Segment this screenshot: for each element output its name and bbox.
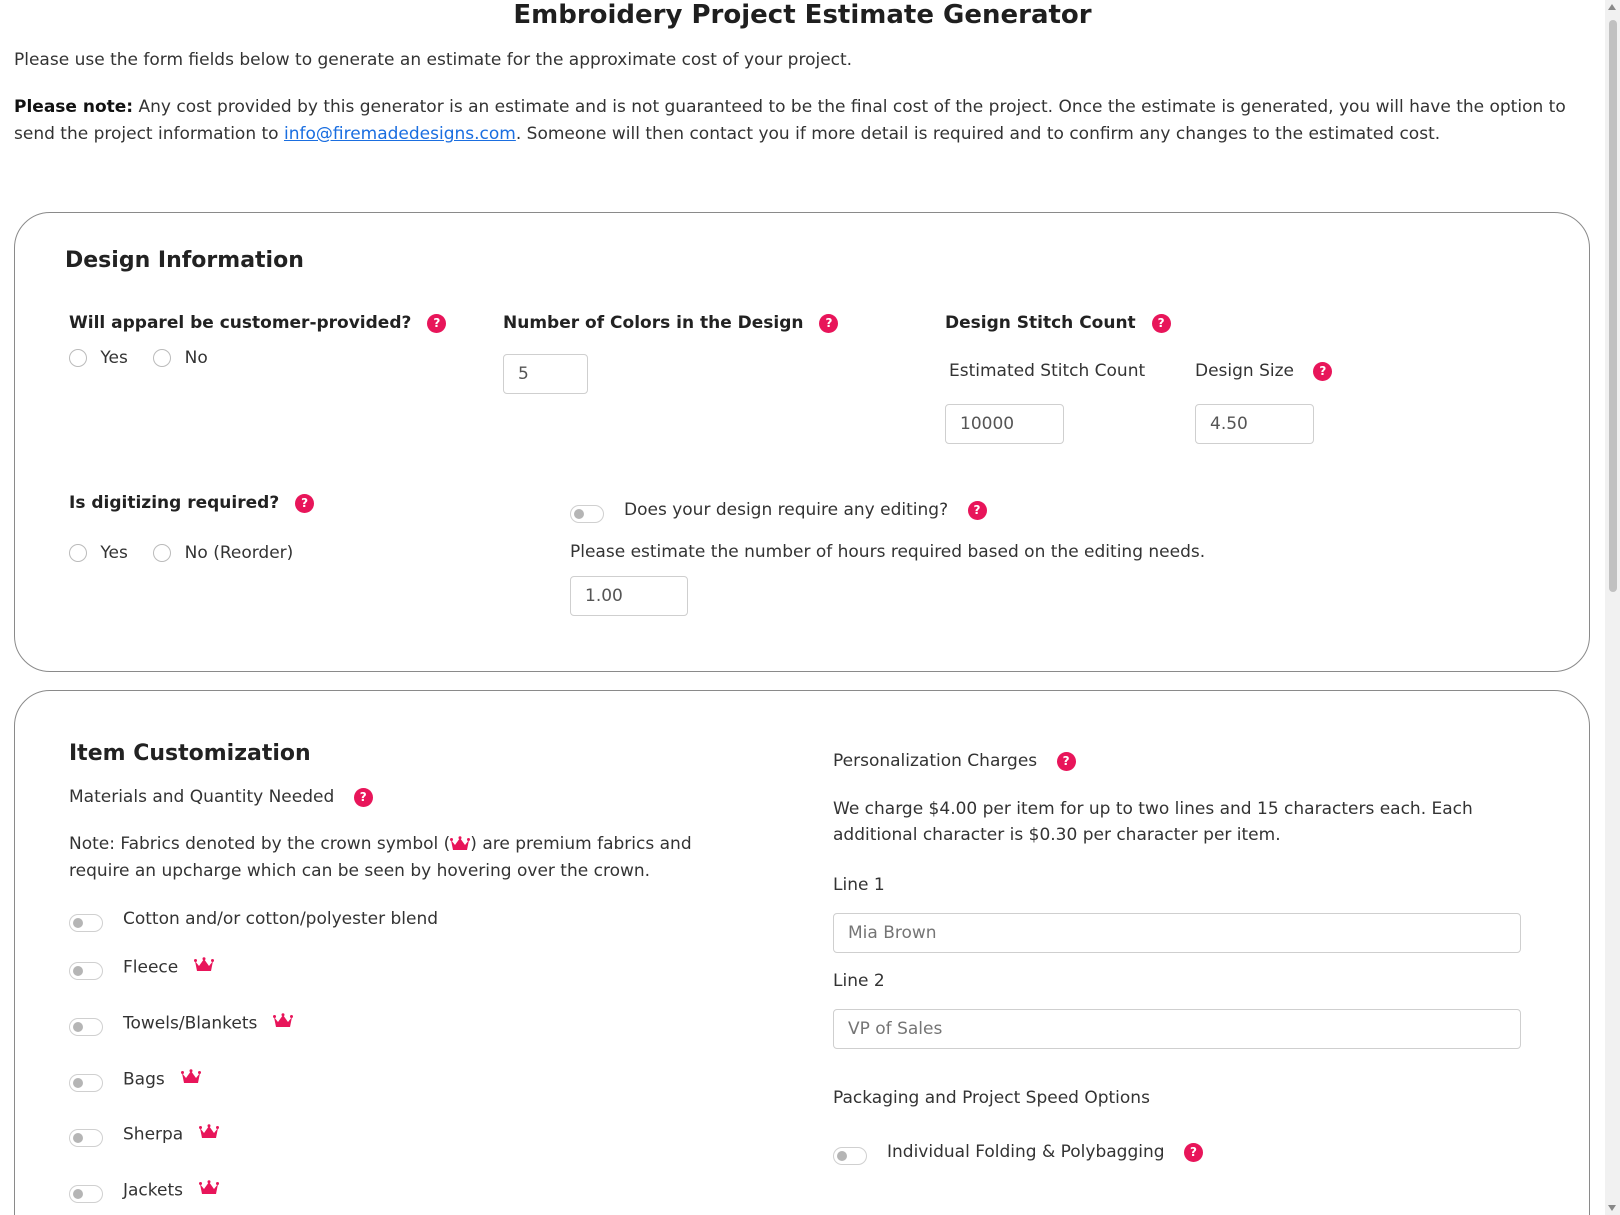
question-circle-icon[interactable]: ? <box>1184 1143 1203 1162</box>
fabric-item <box>123 1124 219 1145</box>
fabric-item <box>123 909 438 929</box>
crown-icon <box>450 836 470 852</box>
crown-icon[interactable] <box>273 1013 293 1034</box>
hours-input[interactable]: 1.00 <box>570 576 688 616</box>
fabric-item <box>123 1180 219 1201</box>
premium-note-line2: require an upcharge which can be seen by hovering over the crown. <box>69 861 651 881</box>
fabric-label: Bags <box>123 1069 165 1090</box>
question-circle-icon[interactable]: ? <box>1152 314 1171 333</box>
fabric-toggle[interactable] <box>69 1185 103 1203</box>
scrollbar-thumb[interactable] <box>1609 20 1617 592</box>
digitizing-label <box>69 493 314 513</box>
apparel-no-label: No <box>184 348 208 368</box>
fabric-toggle[interactable] <box>69 1018 103 1036</box>
item-customization-heading: Item Customization <box>69 741 311 766</box>
fabric-toggle[interactable] <box>69 914 103 932</box>
estimated-stitch-label: Estimated Stitch Count <box>949 361 1146 381</box>
digitizing-no-label: No (Reorder) <box>184 543 294 563</box>
page-title: Embroidery Project Estimate Generator <box>513 0 1092 30</box>
scroll-down-icon[interactable] <box>1608 1205 1616 1211</box>
apparel-no-radio[interactable] <box>153 349 171 367</box>
design-size-label <box>1195 361 1332 381</box>
fabric-label: Cotton and/or cotton/polyester blend <box>123 909 439 929</box>
email-link[interactable]: info@firemadedesigns.com <box>283 124 516 144</box>
folding-toggle[interactable] <box>833 1147 867 1165</box>
note-text-2: . Someone will then contact you if more detail is required and to confirm any changes to the estimated cost. <box>515 124 1441 144</box>
folding-label-text: Individual Folding & Polybagging <box>887 1142 1165 1162</box>
premium-note <box>69 831 692 885</box>
crown-icon[interactable] <box>181 1069 201 1090</box>
question-circle-icon[interactable]: ? <box>427 314 446 333</box>
line1-label: Line 1 <box>833 875 885 895</box>
fabric-toggle[interactable] <box>69 962 103 980</box>
personalization-description <box>833 796 1473 848</box>
question-circle-icon[interactable]: ? <box>1057 752 1076 771</box>
folding-label <box>887 1142 1203 1162</box>
note-text-1: Any cost provided by this generator is an estimate and is not guaranteed to be the final cost of the project. Once the estimate is generated, you will have the option to send the project information to <box>14 97 1566 144</box>
premium-note-prefix: Note: Fabrics denoted by the crown symbol ( <box>69 834 451 854</box>
hours-label: Please estimate the number of hours required based on the editing needs. <box>570 542 1206 562</box>
stitch-count-input[interactable]: 10000 <box>945 404 1064 444</box>
editing-toggle[interactable] <box>570 505 604 523</box>
design-size-label-text: Design Size <box>1195 361 1294 381</box>
apparel-question-text: Will apparel be customer-provided? <box>69 313 412 333</box>
fabric-item <box>123 957 214 978</box>
editing-label <box>624 500 987 520</box>
fabric-label: Fleece <box>123 957 179 978</box>
apparel-yes-label: Yes <box>100 348 128 368</box>
intro-text: Please use the form fields below to generate an estimate for the approximate cost of your project. <box>14 50 853 70</box>
packaging-label: Packaging and Project Speed Options <box>833 1088 1150 1108</box>
scroll-up-icon[interactable] <box>1608 4 1616 10</box>
digitizing-yes-radio[interactable] <box>69 544 87 562</box>
fabric-label: Jackets <box>123 1180 183 1201</box>
digitizing-label-text: Is digitizing required? <box>69 493 280 513</box>
colors-label-text: Number of Colors in the Design <box>503 313 804 333</box>
colors-label <box>503 313 838 333</box>
stitch-count-label <box>945 313 1171 333</box>
question-circle-icon[interactable]: ? <box>295 494 314 513</box>
design-information-card <box>14 212 1590 672</box>
line2-input[interactable] <box>833 1009 1521 1049</box>
fabric-label: Towels/Blankets <box>123 1013 258 1034</box>
stitch-count-label-text: Design Stitch Count <box>945 313 1136 333</box>
line2-label: Line 2 <box>833 971 885 991</box>
crown-icon[interactable] <box>194 957 214 978</box>
fabric-item <box>123 1013 293 1034</box>
crown-icon[interactable] <box>199 1180 219 1201</box>
premium-note-suffix: ) are premium fabrics and <box>470 834 692 854</box>
question-circle-icon[interactable]: ? <box>968 501 987 520</box>
fabric-item <box>123 1069 201 1090</box>
item-customization-card <box>14 690 1590 1215</box>
crown-icon[interactable] <box>199 1124 219 1145</box>
fabric-label: Sherpa <box>123 1124 184 1145</box>
digitizing-radio-group <box>69 543 293 563</box>
apparel-radio-group <box>69 348 208 368</box>
personalization-text-1: We charge $4.00 per item for up to two lines and 15 characters each. Each <box>833 799 1473 819</box>
note-label: Please note: <box>14 97 134 117</box>
personalization-label <box>833 751 1076 771</box>
digitizing-yes-label: Yes <box>100 543 128 563</box>
fabric-toggle[interactable] <box>69 1074 103 1092</box>
apparel-yes-radio[interactable] <box>69 349 87 367</box>
colors-input[interactable]: 5 <box>503 354 588 394</box>
vertical-scrollbar[interactable] <box>1605 0 1620 1215</box>
personalization-label-text: Personalization Charges <box>833 751 1038 771</box>
question-circle-icon[interactable]: ? <box>819 314 838 333</box>
question-circle-icon[interactable]: ? <box>354 788 373 807</box>
design-information-heading: Design Information <box>65 248 304 273</box>
editing-label-text: Does your design require any editing? <box>624 500 949 520</box>
personalization-text-2: additional character is $0.30 per character per item. <box>833 825 1281 845</box>
digitizing-no-radio[interactable] <box>153 544 171 562</box>
apparel-question-label <box>69 313 446 333</box>
line1-input[interactable] <box>833 913 1521 953</box>
design-size-input[interactable]: 4.50 <box>1195 404 1314 444</box>
materials-label-text: Materials and Quantity Needed <box>69 787 335 807</box>
note-text <box>14 94 1574 148</box>
fabric-toggle[interactable] <box>69 1129 103 1147</box>
question-circle-icon[interactable]: ? <box>1313 362 1332 381</box>
materials-label <box>69 787 373 807</box>
